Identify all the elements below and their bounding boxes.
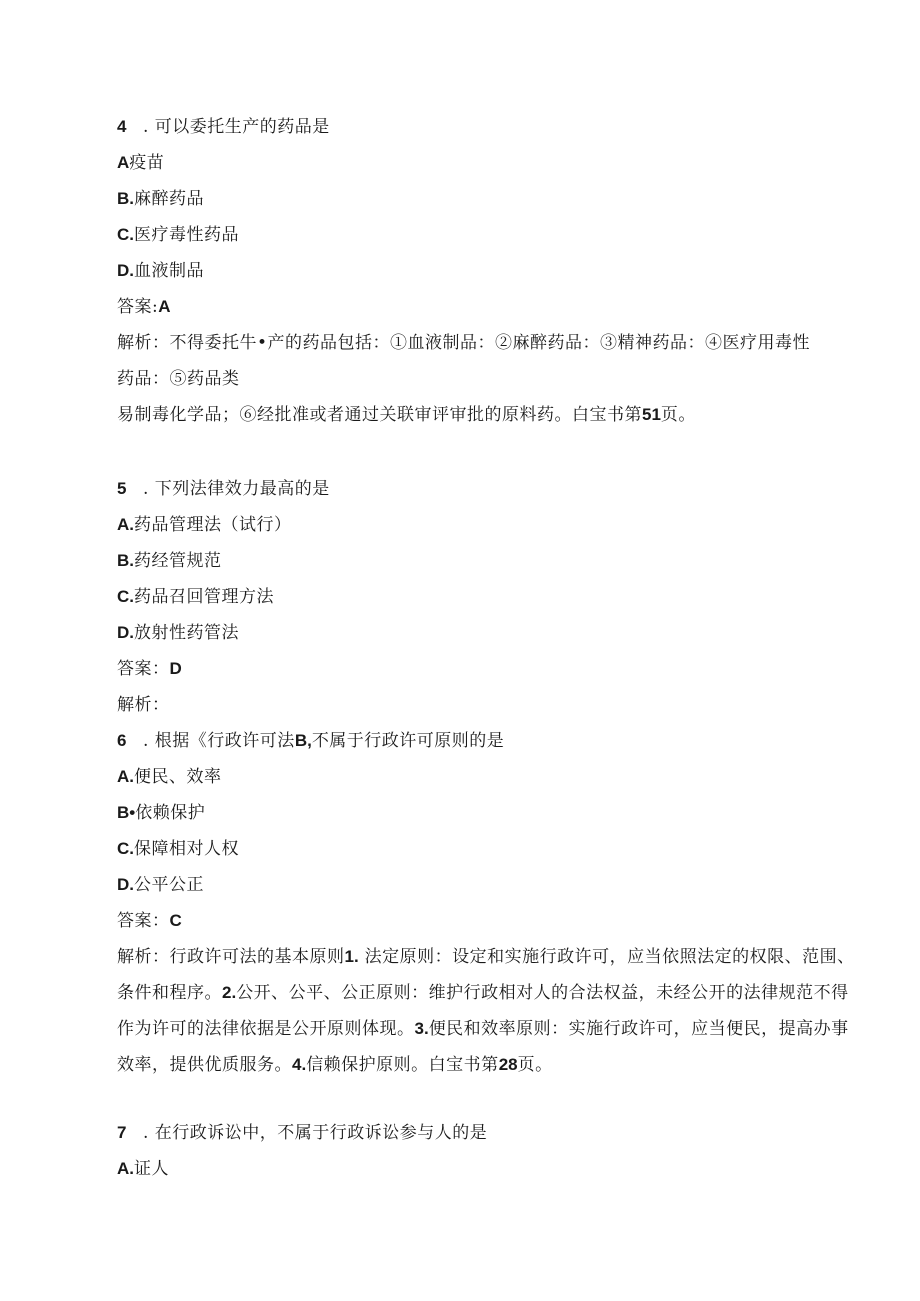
question-6-stem <box>117 730 862 752</box>
question-text: . 下列法律效力最高的是 <box>143 479 330 499</box>
principle-number: 2. <box>222 983 237 1002</box>
option-text: 药品召回管理方法 <box>134 587 274 607</box>
option-letter: D. <box>117 875 134 894</box>
page-reference: 51 <box>642 405 661 424</box>
question-4-answer <box>117 296 862 318</box>
option-text: 依赖保护 <box>135 803 206 823</box>
question-6-option-a <box>117 766 862 788</box>
option-text: 便民、效率 <box>134 767 222 787</box>
option-text: 保障相对人权 <box>134 839 239 859</box>
analysis-text: 法定原则：设定和实施行政许可，应当依照法定的权限、范围、条件和程序。 <box>117 947 855 1003</box>
option-text: 医疗毒性药品 <box>134 225 239 245</box>
option-text: 麻醉药品 <box>134 189 204 209</box>
analysis-text: 解析：行政许可法的基本原则 <box>117 947 345 967</box>
option-letter: C. <box>117 839 134 858</box>
question-5-option-d <box>117 622 862 644</box>
answer-value: A <box>158 297 171 316</box>
option-text: 公平公正 <box>134 875 204 895</box>
question-text: . 在行政诉讼中，不属于行政诉讼参与人的是 <box>143 1123 488 1143</box>
question-5-option-a <box>117 514 862 536</box>
question-5-option-c <box>117 586 862 608</box>
question-4-stem <box>117 116 862 138</box>
answer-value: D <box>169 659 182 678</box>
analysis-text: 易制毒化学品；⑥经批准或者通过关联审评审批的原料药。白宝书第 <box>117 405 642 425</box>
option-letter: C. <box>117 225 134 244</box>
question-6-option-c <box>117 838 862 860</box>
question-5-stem <box>117 478 862 500</box>
option-letter: D. <box>117 261 134 280</box>
analysis-text: 解析：不得委托牛•产的药品包括：①血液制品：②麻醉药品：③精神药品：④医疗用毒性 <box>117 333 811 353</box>
question-5-option-b <box>117 550 862 572</box>
analysis-text: 公开、公平、公正原则：维护行政相对人的合法权益，未经公开的法律规范不得作为许可的法律依据是公开原则体现。 <box>117 983 849 1039</box>
answer-label: 答案： <box>117 659 170 679</box>
option-text: 药品管理法（试行） <box>134 515 292 535</box>
question-7-option-a <box>117 1158 862 1180</box>
option-letter: A <box>117 153 130 172</box>
question-4-analysis-line-1 <box>117 332 862 354</box>
option-letter: D. <box>117 623 134 642</box>
option-letter: A. <box>117 1159 134 1178</box>
question-4-analysis-line-2 <box>117 368 862 390</box>
question-number: 7 <box>117 1123 127 1142</box>
question-6-analysis <box>117 939 862 1083</box>
principle-number: 1. <box>344 947 359 966</box>
analysis-text: 药品：⑤药品类 <box>117 369 240 389</box>
question-text: . 根据《行政许可法 <box>143 731 295 751</box>
question-text-marker: B, <box>294 731 312 750</box>
question-6-option-d <box>117 874 862 896</box>
option-text: 疫苗 <box>129 153 165 173</box>
principle-number: 4. <box>292 1055 307 1074</box>
option-text: 血液制品 <box>134 261 204 281</box>
question-6-answer <box>117 910 862 932</box>
question-4-option-b <box>117 188 862 210</box>
option-letter: B• <box>117 803 136 822</box>
question-5-analysis <box>117 694 862 716</box>
question-number: 5 <box>117 479 127 498</box>
option-letter: A. <box>117 515 134 534</box>
question-6-option-b <box>117 802 862 824</box>
option-letter: A. <box>117 767 134 786</box>
question-4-option-d <box>117 260 862 282</box>
question-text: 不属于行政许可原则的是 <box>311 731 505 751</box>
analysis-text: 解析： <box>117 695 170 715</box>
option-text: 药经管规范 <box>134 551 222 571</box>
answer-label: 答案： <box>117 911 170 931</box>
question-text: . 可以委托生产的药品是 <box>143 117 330 137</box>
analysis-text: 页。 <box>660 405 696 425</box>
principle-number: 3. <box>414 1019 429 1038</box>
question-7-stem <box>117 1122 862 1144</box>
option-letter: C. <box>117 587 134 606</box>
analysis-text: 信赖保护原则。白宝书第 <box>306 1055 499 1075</box>
option-letter: B. <box>117 551 134 570</box>
option-letter: B. <box>117 189 134 208</box>
question-4-option-a <box>117 152 862 174</box>
question-number: 6 <box>117 731 127 750</box>
question-5-answer <box>117 658 862 680</box>
answer-label: 答案: <box>117 297 159 317</box>
analysis-text: 页。 <box>517 1055 553 1075</box>
page-reference: 28 <box>498 1055 518 1074</box>
question-number: 4 <box>117 117 127 136</box>
question-4-option-c <box>117 224 862 246</box>
option-text: 证人 <box>134 1159 169 1179</box>
answer-value: C <box>169 911 182 930</box>
option-text: 放射性药管法 <box>134 623 239 643</box>
question-4-analysis-line-3 <box>117 404 862 426</box>
analysis-text: 便民和效率原则：实施行政许可，应当便民，提高办事效率，提供优质服务。 <box>117 1019 849 1075</box>
